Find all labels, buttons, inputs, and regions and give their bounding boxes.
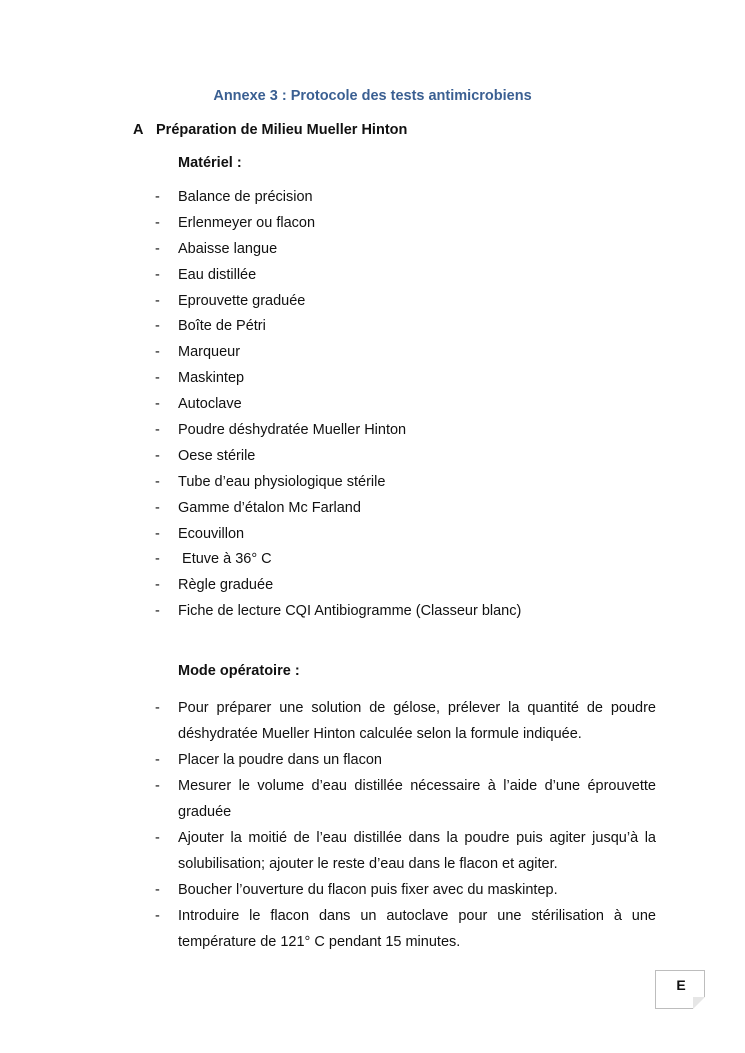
- list-dash: -: [155, 603, 160, 620]
- material-item: - Maskintep: [155, 370, 245, 387]
- list-dash: -: [155, 778, 160, 794]
- page-tab-letter: E: [676, 977, 686, 993]
- list-dash: -: [155, 752, 160, 768]
- list-dash: -: [155, 830, 160, 846]
- material-item: - Eprouvette graduée: [155, 292, 306, 309]
- list-dash: -: [155, 422, 160, 439]
- section-heading: [133, 122, 407, 138]
- procedure-step: - Mesurer le volume d’eau distillée nécessaire à l’aide d’une éprouvette graduée: [155, 773, 656, 825]
- material-item: - Autoclave: [155, 396, 242, 413]
- list-dash: -: [155, 189, 160, 205]
- list-dash: -: [155, 577, 160, 594]
- material-item: - Tube d’eau physiologique stérile: [155, 473, 386, 490]
- material-item: - Abaisse langue: [155, 240, 278, 257]
- page-fold-icon: [693, 997, 705, 1009]
- material-item: - Balance de précision: [155, 189, 313, 205]
- list-dash: -: [155, 700, 160, 716]
- list-dash: -: [155, 525, 160, 542]
- material-item: - Poudre déshydratée Mueller Hinton: [155, 422, 407, 439]
- procedure-step: - Introduire le flacon dans un autoclave pour une stérilisation à une température de 121° C pendant 15 minutes.: [155, 903, 656, 955]
- materials-heading: Matériel :: [178, 155, 242, 171]
- material-item: - Fiche de lecture CQI Antibiogramme (Classeur blanc): [155, 603, 522, 620]
- material-item: - Règle graduée: [155, 577, 274, 594]
- procedure-steps: [155, 695, 656, 955]
- list-dash: -: [155, 882, 160, 898]
- list-dash: -: [155, 499, 160, 516]
- list-dash: -: [155, 266, 160, 283]
- procedure-heading: Mode opératoire :: [178, 663, 300, 679]
- list-dash: -: [155, 318, 160, 335]
- procedure-step: - Boucher l’ouverture du flacon puis fixer avec du maskintep.: [155, 877, 656, 903]
- list-dash: -: [155, 240, 160, 257]
- procedure-step: - Placer la poudre dans un flacon: [155, 747, 656, 773]
- list-dash: -: [155, 344, 160, 361]
- list-dash: -: [155, 214, 160, 231]
- material-item: - Etuve à 36° C: [155, 551, 272, 568]
- material-item: - Oese stérile: [155, 447, 256, 464]
- list-dash: -: [155, 370, 160, 387]
- list-dash: -: [155, 447, 160, 464]
- material-item: - Eau distillée: [155, 266, 257, 283]
- annex-title: Annexe 3 : Protocole des tests antimicrobiens: [213, 88, 532, 104]
- material-item: - Ecouvillon: [155, 525, 245, 542]
- section-letter: A: [133, 122, 144, 138]
- procedure-step: - Pour préparer une solution de gélose, prélever la quantité de poudre déshydratée Mueller Hinton calculée selon la formule indiquée.: [155, 695, 656, 747]
- material-item: - Marqueur: [155, 344, 241, 361]
- list-dash: -: [155, 473, 160, 490]
- materials-list: [155, 188, 521, 628]
- list-dash: -: [155, 908, 160, 924]
- material-item: - Gamme d’étalon Mc Farland: [155, 499, 361, 516]
- procedure-step: - Ajouter la moitié de l’eau distillée dans la poudre puis agiter jusqu’à la solubilisation; ajouter le reste d’eau dans le flacon et agiter.: [155, 825, 656, 877]
- list-dash: -: [155, 551, 160, 568]
- list-dash: -: [155, 396, 160, 413]
- section-title: Préparation de Milieu Mueller Hinton: [156, 122, 408, 138]
- material-item: - Boîte de Pétri: [155, 318, 266, 335]
- page-tab: [655, 970, 705, 1009]
- material-item: - Erlenmeyer ou flacon: [155, 214, 316, 231]
- list-dash: -: [155, 292, 160, 309]
